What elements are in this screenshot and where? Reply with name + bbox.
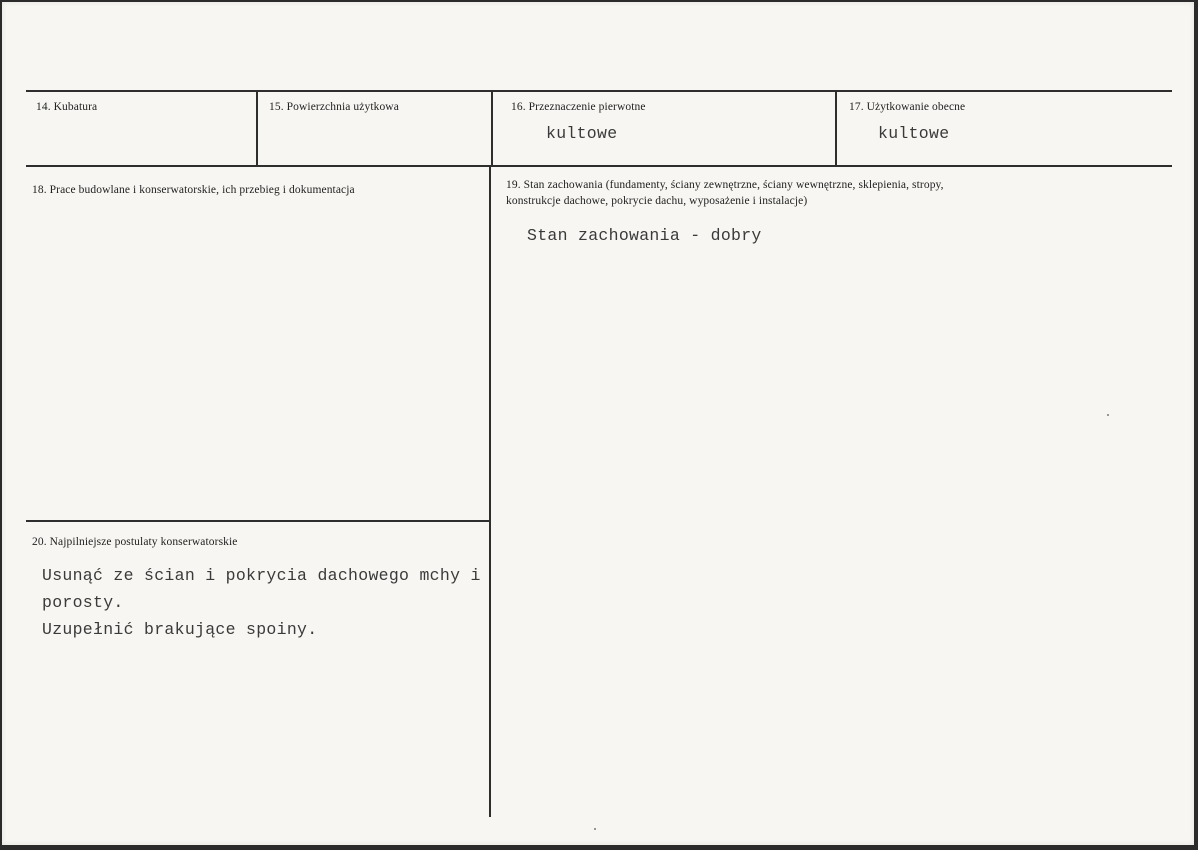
divider-15-16 — [491, 91, 493, 166]
field-19-value: Stan zachowania - dobry — [527, 226, 762, 245]
field-14-label: 14. Kubatura — [36, 101, 98, 113]
field-17-label: 17. Użytkowanie obecne — [849, 101, 966, 113]
field-16-value: kultowe — [546, 124, 618, 143]
row1-bottom-rule — [26, 165, 1172, 167]
field-19-label-line2: konstrukcje dachowe, pokrycie dachu, wyposażenie i instalacje) — [506, 195, 808, 207]
field-20-value-line2: porosty. — [42, 593, 124, 612]
form-sheet — [2, 2, 1194, 845]
field-18-label: 18. Prace budowlane i konserwatorskie, ich przebieg i dokumentacja — [32, 184, 355, 196]
field-20-label: 20. Najpilniejsze postulaty konserwatorskie — [32, 536, 238, 548]
paper-speck — [594, 828, 596, 830]
divider-16-17 — [835, 91, 837, 166]
field-20-value-line1: Usunąć ze ścian i pokrycia dachowego mchy i — [42, 566, 481, 585]
field-16-label: 16. Przeznaczenie pierwotne — [511, 101, 646, 113]
divider-14-15 — [256, 91, 258, 166]
paper-speck — [1107, 414, 1109, 416]
field-17-value: kultowe — [878, 124, 950, 143]
field-19-label-line1: 19. Stan zachowania (fundamenty, ściany zewnętrzne, ściany wewnętrzne, sklepienia, stropy, — [506, 179, 944, 191]
field-20-value-line3: Uzupełnić brakujące spoiny. — [42, 620, 318, 639]
field-15-label: 15. Powierzchnia użytkowa — [269, 101, 399, 113]
divider-left-right-column — [489, 166, 491, 817]
field18-bottom-rule — [26, 520, 490, 522]
top-rule — [26, 90, 1172, 92]
